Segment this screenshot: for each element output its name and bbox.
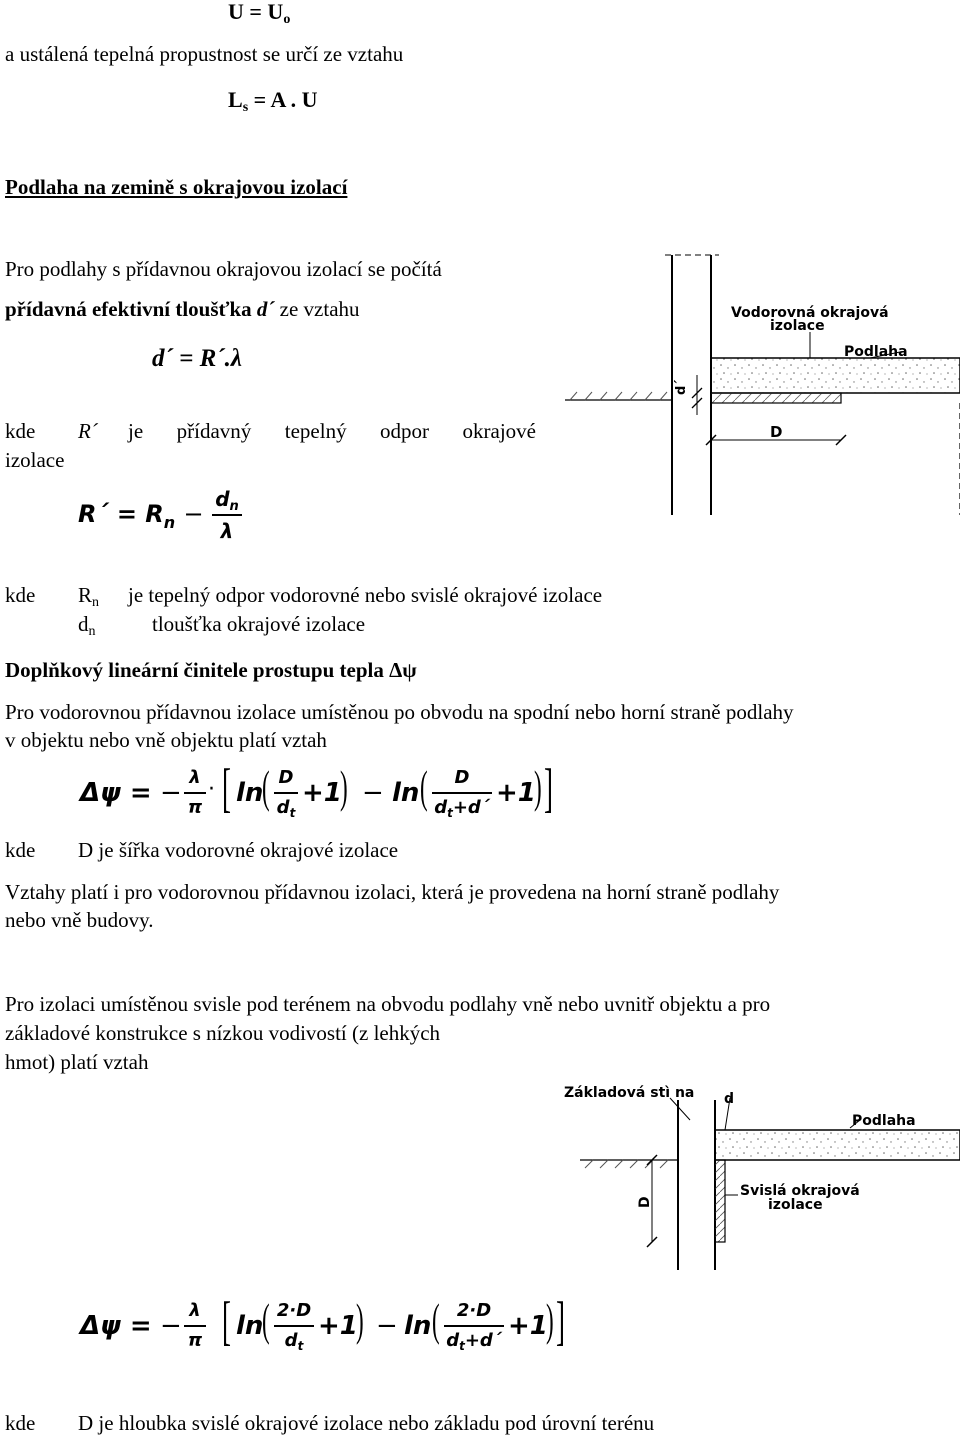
label-foundation-wall: Základová stì na: [564, 1085, 695, 1101]
equation-d-prime: d´ = R´.λ: [152, 345, 242, 372]
paragraph-line: přídavná efektivní tloušťka d´ ze vztahu: [5, 297, 360, 321]
dimension-d-prime-label: d´: [674, 379, 689, 395]
figure-horizontal-edge-insulation: [565, 250, 960, 520]
label-vertical-insulation: izolace: [768, 1197, 823, 1213]
label-floor: Podlaha: [852, 1113, 916, 1129]
paragraph-line: nebo vně budovy.: [5, 908, 154, 932]
paragraph-line: v objektu nebo vně objektu platí vztah: [5, 728, 327, 752]
label-d: d: [724, 1091, 735, 1107]
paragraph-line: Pro podlahy s přídavnou okrajovou izolací se počítá: [5, 257, 442, 281]
kde-description: je přídavný tepelný odpor okrajové: [128, 419, 536, 443]
label-floor: Podlaha: [844, 344, 908, 360]
paragraph-line: hmot) platí vztah: [5, 1050, 149, 1074]
variable-rn: $R_n$: [78, 583, 100, 610]
dimension-D-label: D: [637, 1196, 653, 1208]
kde-description: D je šířka vodorovné okrajové izolace: [78, 838, 399, 862]
label-horizontal-insulation: izolace: [770, 318, 825, 334]
kde-label: kde: [5, 583, 36, 607]
dimension-D-label: D: [770, 423, 783, 441]
kde-label: kde: [5, 1411, 36, 1435]
paragraph-line: Vztahy platí i pro vodorovnou přídavnou izolaci, která je provedena na horní straně podlahy: [5, 880, 780, 904]
label-vertical-insulation: Svislá okrajová: [740, 1183, 860, 1199]
kde-description: je tepelný odpor vodorovné nebo svislé okrajové izolace: [128, 583, 603, 607]
kde-description-cont: izolace: [5, 448, 65, 472]
equation-r-prime: R´ = $R_n$ −: [78, 500, 204, 532]
section-heading-floor-edge-insulation: Podlaha na zemině s okrajovou izolací: [5, 175, 348, 199]
paragraph-line: Pro vodorovnou přídavnou izolace umístěnou po obvodu na spodní nebo horní straně podlahy: [5, 700, 794, 724]
fraction-numerator: $d_n$: [215, 487, 239, 514]
intro-text: a ustálená tepelná propustnost se určí ze vztahu: [5, 42, 404, 66]
paragraph-line: Pro izolaci umístěnou svisle pod terénem na obvodu podlahy vně nebo uvnitř objektu a pro: [5, 992, 771, 1016]
section-heading-linear-coefficient: Doplňkový lineární činitele prostupu tepla Δψ: [5, 658, 417, 682]
fraction-denominator: λ: [220, 519, 234, 543]
kde-label: kde: [5, 419, 36, 443]
kde-description: D je hloubka svislé okrajové izolace nebo základu pod úrovní terénu: [78, 1411, 655, 1435]
variable-dn: $d_n$: [78, 612, 96, 639]
figure-vertical-edge-insulation: [560, 1080, 960, 1270]
kde-description: tloušťka okrajové izolace: [152, 612, 366, 636]
paragraph-line: základové konstrukce s nízkou vodivostí (z lehkých: [5, 1021, 441, 1045]
kde-label: kde: [5, 838, 36, 862]
equation-ls: $L_s = A$ . U: [228, 87, 318, 115]
variable-r-prime: R´: [78, 419, 98, 443]
equation-u: $U = U_o$: [228, 0, 291, 27]
label-horizontal-insulation: Vodorovná okrajová: [731, 305, 889, 321]
fraction-bar: [212, 514, 242, 516]
